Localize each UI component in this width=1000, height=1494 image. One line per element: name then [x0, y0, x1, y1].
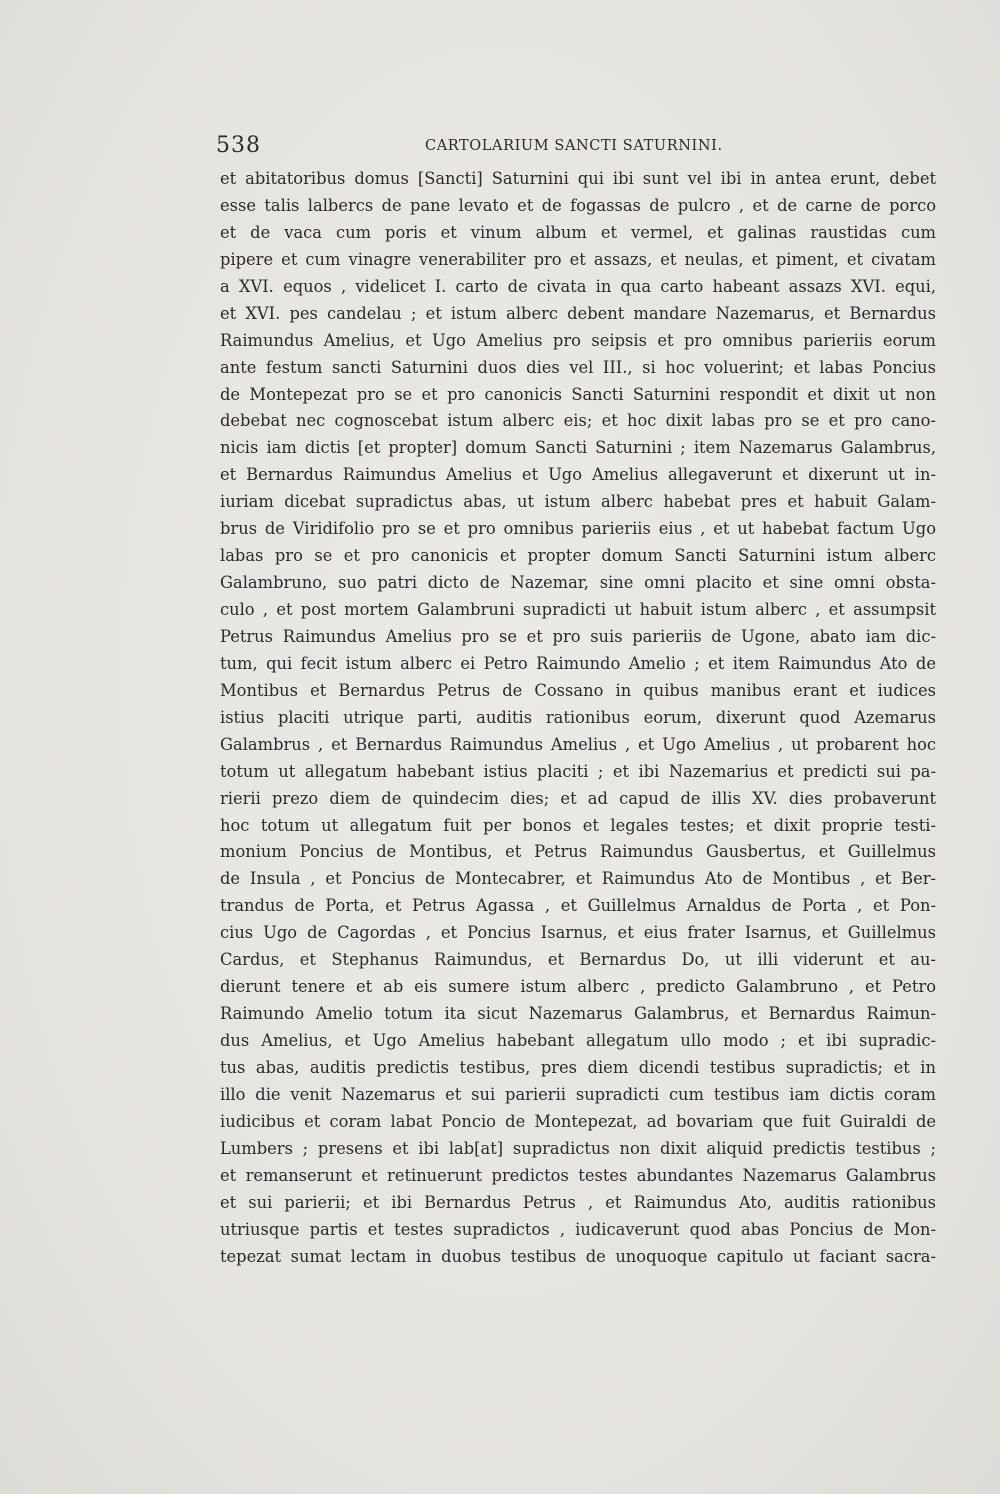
- text-line: dierunt tenere et ab eis sumere istum alberc , predicto Galambruno , et Petro: [220, 977, 936, 997]
- text-line: de Montepezat pro se et pro canonicis Sancti Saturnini respondit et dixit ut non: [220, 384, 936, 404]
- page-header: [216, 133, 936, 163]
- text-line: monium Poncius de Montibus, et Petrus Raimundus Gausbertus, et Guillelmus: [220, 842, 936, 862]
- text-line: a XVI. equos , videlicet I. carto de civata in qua carto habeant assazs XVI. equi,: [220, 276, 936, 296]
- text-line: pipere et cum vinagre venerabiliter pro et assazs, et neulas, et piment, et civatam: [220, 249, 936, 269]
- text-line: brus de Viridifolio pro se et pro omnibus parieriis eius , et ut habebat factum Ugo: [220, 519, 936, 539]
- text-line: de Insula , et Poncius de Montecabrer, et Raimundus Ato de Montibus , et Ber-: [220, 869, 936, 889]
- text-line: illo die venit Nazemarus et sui parierii supradicti cum testibus iam dictis coram: [220, 1084, 936, 1104]
- text-line: iuriam dicebat supradictus abas, ut istum alberc habebat pres et habuit Galam-: [220, 492, 936, 512]
- text-line: Lumbers ; presens et ibi lab[at] supradictus non dixit aliquid predictis testibus ;: [220, 1138, 936, 1158]
- text-line: Petrus Raimundus Amelius pro se et pro suis parieriis de Ugone, abato iam dic-: [220, 626, 936, 646]
- text-line: et Bernardus Raimundus Amelius et Ugo Amelius allegaverunt et dixerunt ut in-: [220, 465, 936, 485]
- text-line: esse talis lalbercs de pane levato et de fogassas de pulcro , et de carne de porco: [220, 195, 936, 215]
- text-line: nicis iam dictis [et propter] domum Sancti Saturnini ; item Nazemarus Galambrus,: [220, 438, 936, 458]
- text-line: hoc totum ut allegatum fuit per bonos et legales testes; et dixit proprie testi-: [220, 815, 936, 835]
- body-text: [220, 166, 936, 1270]
- text-line: trandus de Porta, et Petrus Agassa , et Guillelmus Arnaldus de Porta , et Pon-: [220, 896, 936, 916]
- text-line: cius Ugo de Cagordas , et Poncius Isarnus, et eius frater Isarnus, et Guillelmus: [220, 923, 936, 943]
- text-line: et remanserunt et retinuerunt predictos testes abundantes Nazemarus Galambrus: [220, 1165, 936, 1185]
- text-line: et sui parierii; et ibi Bernardus Petrus , et Raimundus Ato, auditis rationibus: [220, 1192, 936, 1212]
- text-line: utriusque partis et testes supradictos , iudicaverunt quod abas Poncius de Mon-: [220, 1219, 936, 1239]
- text-line: debebat nec cognoscebat istum alberc eis; et hoc dixit labas pro se et pro cano-: [220, 411, 936, 431]
- text-line: tus abas, auditis predictis testibus, pres diem dicendi testibus supradictis; et in: [220, 1057, 936, 1077]
- text-line: ante festum sancti Saturnini duos dies vel III., si hoc voluerint; et labas Poncius: [220, 357, 936, 377]
- text-line: dus Amelius, et Ugo Amelius habebant allegatum ullo modo ; et ibi supradic-: [220, 1031, 936, 1050]
- text-line: rierii prezo diem de quindecim dies; et ad capud de illis XV. dies probaverunt: [220, 788, 936, 808]
- text-line: istius placiti utrique parti, auditis rationibus eorum, dixerunt quod Azemarus: [220, 707, 936, 727]
- text-line: Raimundo Amelio totum ita sicut Nazemarus Galambrus, et Bernardus Raimun-: [220, 1004, 936, 1024]
- text-line: Cardus, et Stephanus Raimundus, et Bernardus Do, ut illi viderunt et au-: [220, 950, 936, 970]
- text-line: culo , et post mortem Galambruni supradicti ut habuit istum alberc , et assumpsit: [220, 600, 936, 619]
- text-line: et XVI. pes candelau ; et istum alberc debent mandare Nazemarus, et Bernardus: [220, 303, 936, 323]
- text-line: Galambruno, suo patri dicto de Nazemar, sine omni placito et sine omni obsta-: [220, 573, 936, 593]
- text-line: Montibus et Bernardus Petrus de Cossano in quibus manibus erant et iudices: [220, 680, 936, 700]
- text-line: totum ut allegatum habebant istius placiti ; et ibi Nazemarius et predicti sui pa-: [220, 761, 936, 781]
- text-line: et abitatoribus domus [Sancti] Saturnini qui ibi sunt vel ibi in antea erunt, debet: [220, 169, 936, 188]
- text-line: labas pro se et pro canonicis et propter domum Sancti Saturnini istum alberc: [220, 546, 936, 566]
- text-line: tum, qui fecit istum alberc ei Petro Raimundo Amelio ; et item Raimundus Ato de: [220, 653, 936, 673]
- running-title: CARTOLARIUM SANCTI SATURNINI.: [425, 138, 723, 154]
- text-line: iudicibus et coram labat Poncio de Montepezat, ad bovariam que fuit Guiraldi de: [220, 1111, 936, 1131]
- text-line: Raimundus Amelius, et Ugo Amelius pro seipsis et pro omnibus parieriis eorum: [220, 330, 936, 350]
- page-number: 538: [216, 133, 261, 158]
- text-line: Galambrus , et Bernardus Raimundus Amelius , et Ugo Amelius , ut probarent hoc: [220, 734, 936, 754]
- text-line: et de vaca cum poris et vinum album et vermel, et galinas raustidas cum: [220, 222, 936, 242]
- text-line: tepezat sumat lectam in duobus testibus de unoquoque capitulo ut faciant sacra-: [220, 1246, 936, 1266]
